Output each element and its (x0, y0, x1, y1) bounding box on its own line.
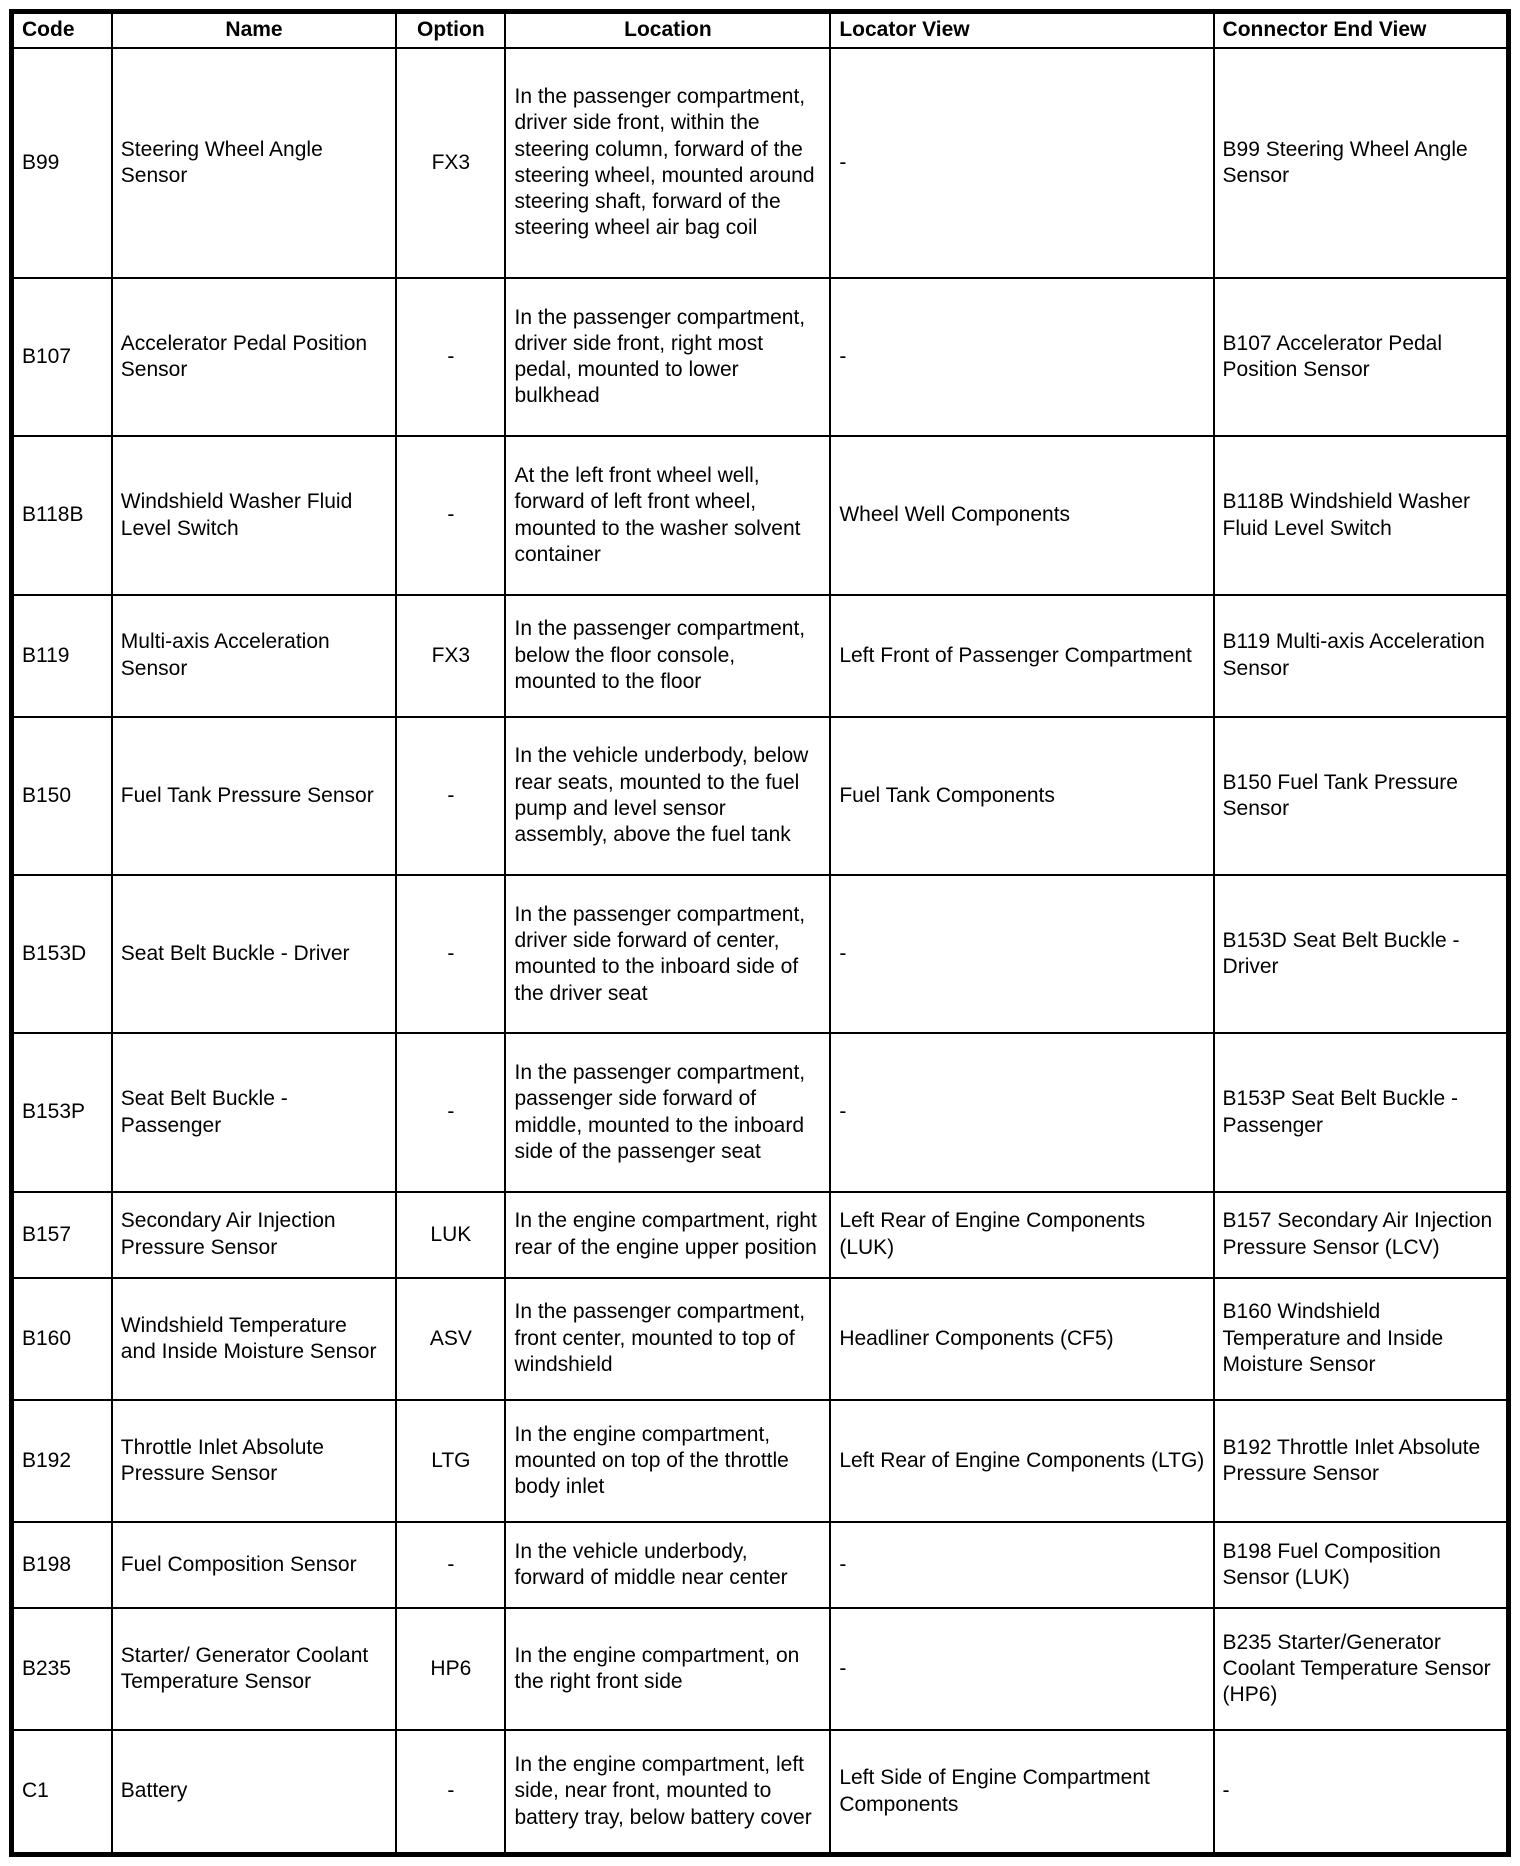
table-row (12, 595, 1509, 717)
cell-name: Starter/ Generator Coolant Temperature Sensor (112, 1608, 396, 1730)
cell-connector-end-view: B157 Secondary Air Injection Pressure Sensor (LCV) (1214, 1192, 1509, 1278)
cell-option: LTG (396, 1400, 505, 1522)
cell-locator-view: Headliner Components (CF5) (830, 1278, 1213, 1400)
cell-location: In the engine compartment, right rear of the engine upper position (505, 1192, 830, 1278)
cell-code: B99 (12, 48, 112, 279)
table-header-row (12, 12, 1509, 48)
table-row (12, 1033, 1509, 1191)
cell-code: B153D (12, 875, 112, 1033)
cell-option: FX3 (396, 595, 505, 717)
cell-locator-view: - (830, 48, 1213, 279)
cell-location: In the engine compartment, on the right front side (505, 1608, 830, 1730)
cell-locator-view: Fuel Tank Components (830, 717, 1213, 875)
cell-name: Steering Wheel Angle Sensor (112, 48, 396, 279)
table-row (12, 1730, 1509, 1854)
component-locator-table (9, 9, 1511, 1857)
cell-location: At the left front wheel well, forward of left front wheel, mounted to the washer solvent container (505, 436, 830, 594)
cell-connector-end-view: B198 Fuel Composition Sensor (LUK) (1214, 1522, 1509, 1608)
cell-connector-end-view: B235 Starter/Generator Coolant Temperature Sensor (HP6) (1214, 1608, 1509, 1730)
table-row (12, 875, 1509, 1033)
cell-option: - (396, 1033, 505, 1191)
column-header-name: Name (112, 12, 396, 48)
cell-locator-view: - (830, 1033, 1213, 1191)
table-row (12, 436, 1509, 594)
column-header-option: Option (396, 12, 505, 48)
cell-option: - (396, 1730, 505, 1854)
cell-location: In the vehicle underbody, below rear seats, mounted to the fuel pump and level sensor assembly, above the fuel tank (505, 717, 830, 875)
column-header-location: Location (505, 12, 830, 48)
cell-option: HP6 (396, 1608, 505, 1730)
cell-code: B157 (12, 1192, 112, 1278)
cell-locator-view: - (830, 278, 1213, 436)
table-row (12, 1608, 1509, 1730)
cell-connector-end-view: - (1214, 1730, 1509, 1854)
table-row (12, 48, 1509, 279)
cell-code: C1 (12, 1730, 112, 1854)
table-row (12, 1278, 1509, 1400)
column-header-connector-end-view: Connector End View (1214, 12, 1509, 48)
cell-location: In the passenger compartment, below the floor console, mounted to the floor (505, 595, 830, 717)
cell-code: B150 (12, 717, 112, 875)
cell-locator-view: Left Side of Engine Compartment Components (830, 1730, 1213, 1854)
cell-connector-end-view: B118B Windshield Washer Fluid Level Switch (1214, 436, 1509, 594)
cell-option: - (396, 875, 505, 1033)
cell-code: B107 (12, 278, 112, 436)
cell-location: In the passenger compartment, passenger side forward of middle, mounted to the inboard side of the passenger seat (505, 1033, 830, 1191)
cell-locator-view: Left Rear of Engine Components (LUK) (830, 1192, 1213, 1278)
cell-location: In the passenger compartment, driver side front, right most pedal, mounted to lower bulkhead (505, 278, 830, 436)
cell-name: Seat Belt Buckle - Driver (112, 875, 396, 1033)
table-row (12, 1522, 1509, 1608)
column-header-locator-view: Locator View (830, 12, 1213, 48)
column-header-code: Code (12, 12, 112, 48)
cell-code: B160 (12, 1278, 112, 1400)
cell-name: Throttle Inlet Absolute Pressure Sensor (112, 1400, 396, 1522)
cell-code: B198 (12, 1522, 112, 1608)
cell-connector-end-view: B119 Multi-axis Acceleration Sensor (1214, 595, 1509, 717)
cell-name: Seat Belt Buckle - Passenger (112, 1033, 396, 1191)
cell-connector-end-view: B107 Accelerator Pedal Position Sensor (1214, 278, 1509, 436)
cell-locator-view: Left Rear of Engine Components (LTG) (830, 1400, 1213, 1522)
cell-option: - (396, 278, 505, 436)
cell-locator-view: - (830, 1608, 1213, 1730)
table-row (12, 278, 1509, 436)
cell-connector-end-view: B192 Throttle Inlet Absolute Pressure Sensor (1214, 1400, 1509, 1522)
cell-connector-end-view: B150 Fuel Tank Pressure Sensor (1214, 717, 1509, 875)
cell-code: B119 (12, 595, 112, 717)
cell-location: In the passenger compartment, driver side front, within the steering column, forward of the steering wheel, mounted around steering shaft, forward of the steering wheel air bag coil (505, 48, 830, 279)
cell-connector-end-view: B153D Seat Belt Buckle - Driver (1214, 875, 1509, 1033)
cell-location: In the engine compartment, left side, near front, mounted to battery tray, below battery cover (505, 1730, 830, 1854)
cell-connector-end-view: B153P Seat Belt Buckle - Passenger (1214, 1033, 1509, 1191)
cell-name: Multi-axis Acceleration Sensor (112, 595, 396, 717)
cell-name: Fuel Composition Sensor (112, 1522, 396, 1608)
cell-option: ASV (396, 1278, 505, 1400)
table-row (12, 717, 1509, 875)
cell-option: - (396, 1522, 505, 1608)
table-row (12, 1400, 1509, 1522)
cell-locator-view: Wheel Well Components (830, 436, 1213, 594)
cell-code: B118B (12, 436, 112, 594)
cell-locator-view: Left Front of Passenger Compartment (830, 595, 1213, 717)
cell-option: FX3 (396, 48, 505, 279)
cell-location: In the vehicle underbody, forward of middle near center (505, 1522, 830, 1608)
cell-option: - (396, 436, 505, 594)
cell-code: B192 (12, 1400, 112, 1522)
cell-locator-view: - (830, 875, 1213, 1033)
cell-name: Fuel Tank Pressure Sensor (112, 717, 396, 875)
cell-location: In the passenger compartment, driver side forward of center, mounted to the inboard side of the driver seat (505, 875, 830, 1033)
cell-option: - (396, 717, 505, 875)
table-row (12, 1192, 1509, 1278)
cell-name: Windshield Temperature and Inside Moisture Sensor (112, 1278, 396, 1400)
cell-location: In the engine compartment, mounted on top of the throttle body inlet (505, 1400, 830, 1522)
cell-code: B235 (12, 1608, 112, 1730)
cell-name: Battery (112, 1730, 396, 1854)
cell-connector-end-view: B99 Steering Wheel Angle Sensor (1214, 48, 1509, 279)
cell-name: Secondary Air Injection Pressure Sensor (112, 1192, 396, 1278)
cell-name: Windshield Washer Fluid Level Switch (112, 436, 396, 594)
cell-code: B153P (12, 1033, 112, 1191)
cell-locator-view: - (830, 1522, 1213, 1608)
cell-name: Accelerator Pedal Position Sensor (112, 278, 396, 436)
cell-connector-end-view: B160 Windshield Temperature and Inside Moisture Sensor (1214, 1278, 1509, 1400)
cell-option: LUK (396, 1192, 505, 1278)
cell-location: In the passenger compartment, front center, mounted to top of windshield (505, 1278, 830, 1400)
